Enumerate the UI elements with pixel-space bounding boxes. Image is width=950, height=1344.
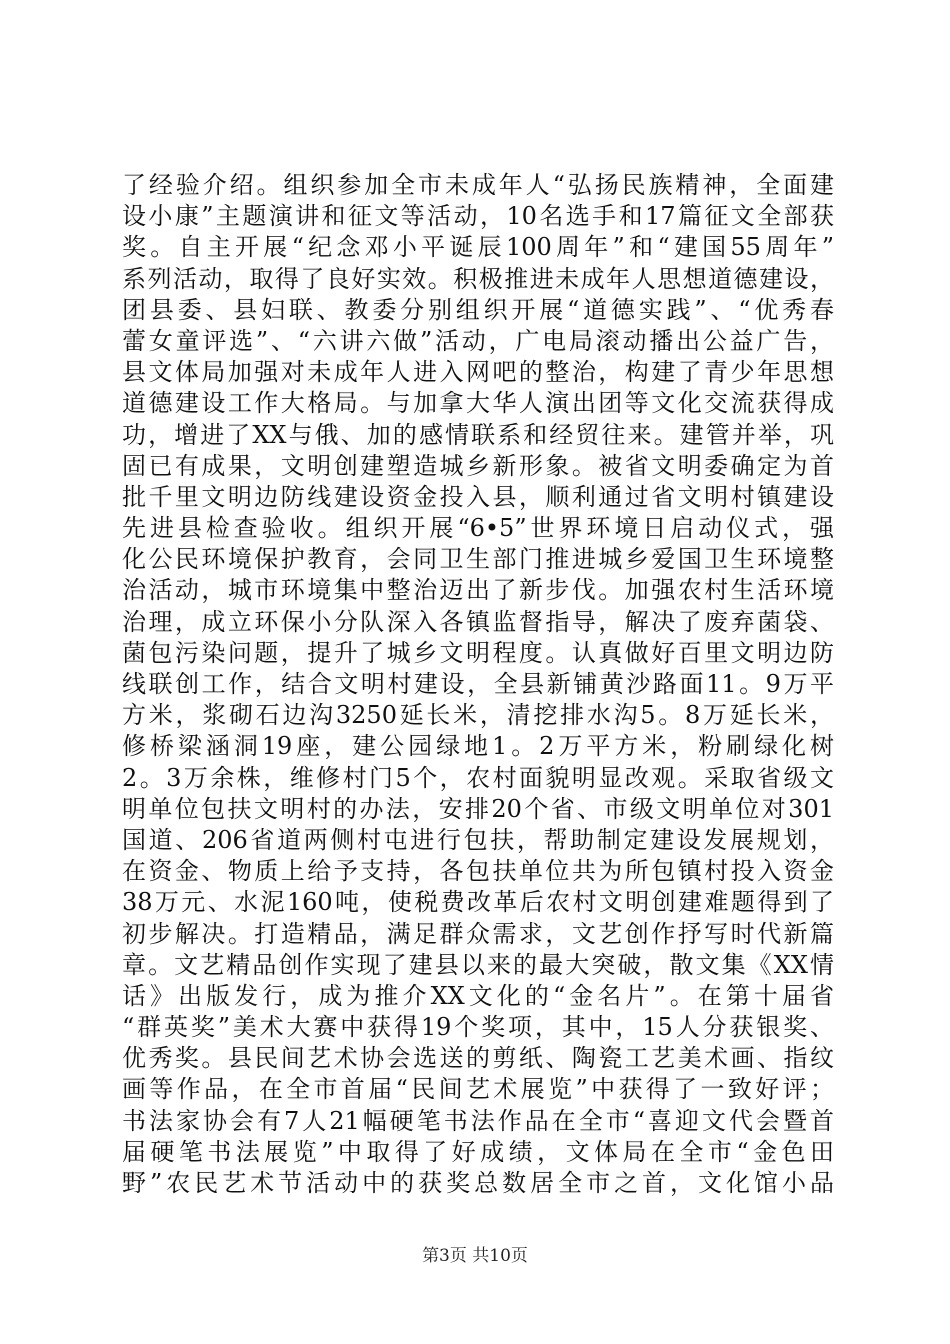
text-line: 线联创工作，结合文明村建设，全县新铺黄沙路面11。9万平 <box>122 670 834 698</box>
text-line: 功，增进了XX与俄、加的感情联系和经贸往来。建管并举，巩 <box>122 420 834 449</box>
text-line: 野”农民艺术节活动中的获奖总数居全市之首，文化馆小品 <box>122 1169 834 1197</box>
text-line: 届硬笔书法展览”中取得了好成绩，文体局在全市“金色田 <box>122 1137 834 1166</box>
text-line: 系列活动，取得了良好实效。积极推进未成年人思想道德建设， <box>122 264 834 293</box>
text-line: 团县委、县妇联、教委分别组织开展“道德实践”、“优秀春 <box>122 295 834 324</box>
text-line: 国道、206省道两侧村屯进行包扶，帮助制定建设发展规划， <box>122 825 834 854</box>
text-line: 化公民环境保护教育，会同卫生部门推进城乡爱国卫生环境整 <box>122 545 834 574</box>
text-line: 方米，浆砌石边沟3250延长米，清挖排水沟5。8万延长米， <box>122 701 834 730</box>
text-line: 明单位包扶文明村的办法，安排20个省、市级文明单位对301 <box>122 794 834 823</box>
text-line: 先进县检查验收。组织开展“6•5”世界环境日启动仪式，强 <box>122 514 834 543</box>
text-line: 在资金、物质上给予支持，各包扶单位共为所包镇村投入资金 <box>122 857 834 886</box>
text-line: 修桥梁涵洞19座，建公园绿地1。2万平方米，粉刷绿化树 <box>122 732 834 761</box>
text-line: “群英奖”美术大赛中获得19个奖项，其中，15人分获银奖、 <box>122 1013 834 1042</box>
text-line: 道德建设工作大格局。与加拿大华人演出团等文化交流获得成 <box>122 389 834 418</box>
text-line: 蕾女童评选”、“六讲六做”活动，广电局滚动播出公益广告， <box>122 326 834 355</box>
text-line: 话》出版发行，成为推介XX文化的“金名片”。在第十届省 <box>122 981 834 1010</box>
text-line: 画等作品，在全市首届“民间艺术展览”中获得了一致好评； <box>122 1075 834 1104</box>
text-line: 菌包污染问题，提升了城乡文明程度。认真做好百里文明边防 <box>122 638 834 667</box>
text-line: 优秀奖。县民间艺术协会选送的剪纸、陶瓷工艺美术画、指纹 <box>122 1044 834 1073</box>
text-line: 38万元、水泥160吨，使税费改革后农村文明创建难题得到了 <box>122 888 834 917</box>
text-line: 设小康”主题演讲和征文等活动，10名选手和17篇征文全部获 <box>122 202 834 231</box>
text-line: 了经验介绍。组织参加全市未成年人“弘扬民族精神，全面建 <box>122 171 834 199</box>
text-line: 治活动，城市环境集中整治迈出了新步伐。加强农村生活环境 <box>122 576 834 605</box>
body-text <box>122 170 834 1199</box>
text-line: 初步解决。打造精品，满足群众需求，文艺创作抒写时代新篇 <box>122 919 834 948</box>
text-line: 奖。自主开展“纪念邓小平诞辰100周年”和“建国55周年” <box>122 233 834 262</box>
text-line: 批千里文明边防线建设资金投入县，顺利通过省文明村镇建设 <box>122 482 834 511</box>
page-footer: 第3页 共10页 <box>422 1246 528 1266</box>
text-line: 书法家协会有7人21幅硬笔书法作品在全市“喜迎文代会暨首 <box>122 1106 834 1135</box>
text-line: 治理，成立环保小分队深入各镇监督指导，解决了废弃菌袋、 <box>122 607 834 636</box>
text-line: 2。3万余株，维修村门5个，农村面貌明显改观。采取省级文 <box>122 763 834 792</box>
text-line: 固已有成果，文明创建塑造城乡新形象。被省文明委确定为首 <box>122 451 834 480</box>
text-line: 章。文艺精品创作实现了建县以来的最大突破，散文集《XX情 <box>122 950 834 979</box>
text-line: 县文体局加强对未成年人进入网吧的整治，构建了青少年思想 <box>122 358 834 387</box>
